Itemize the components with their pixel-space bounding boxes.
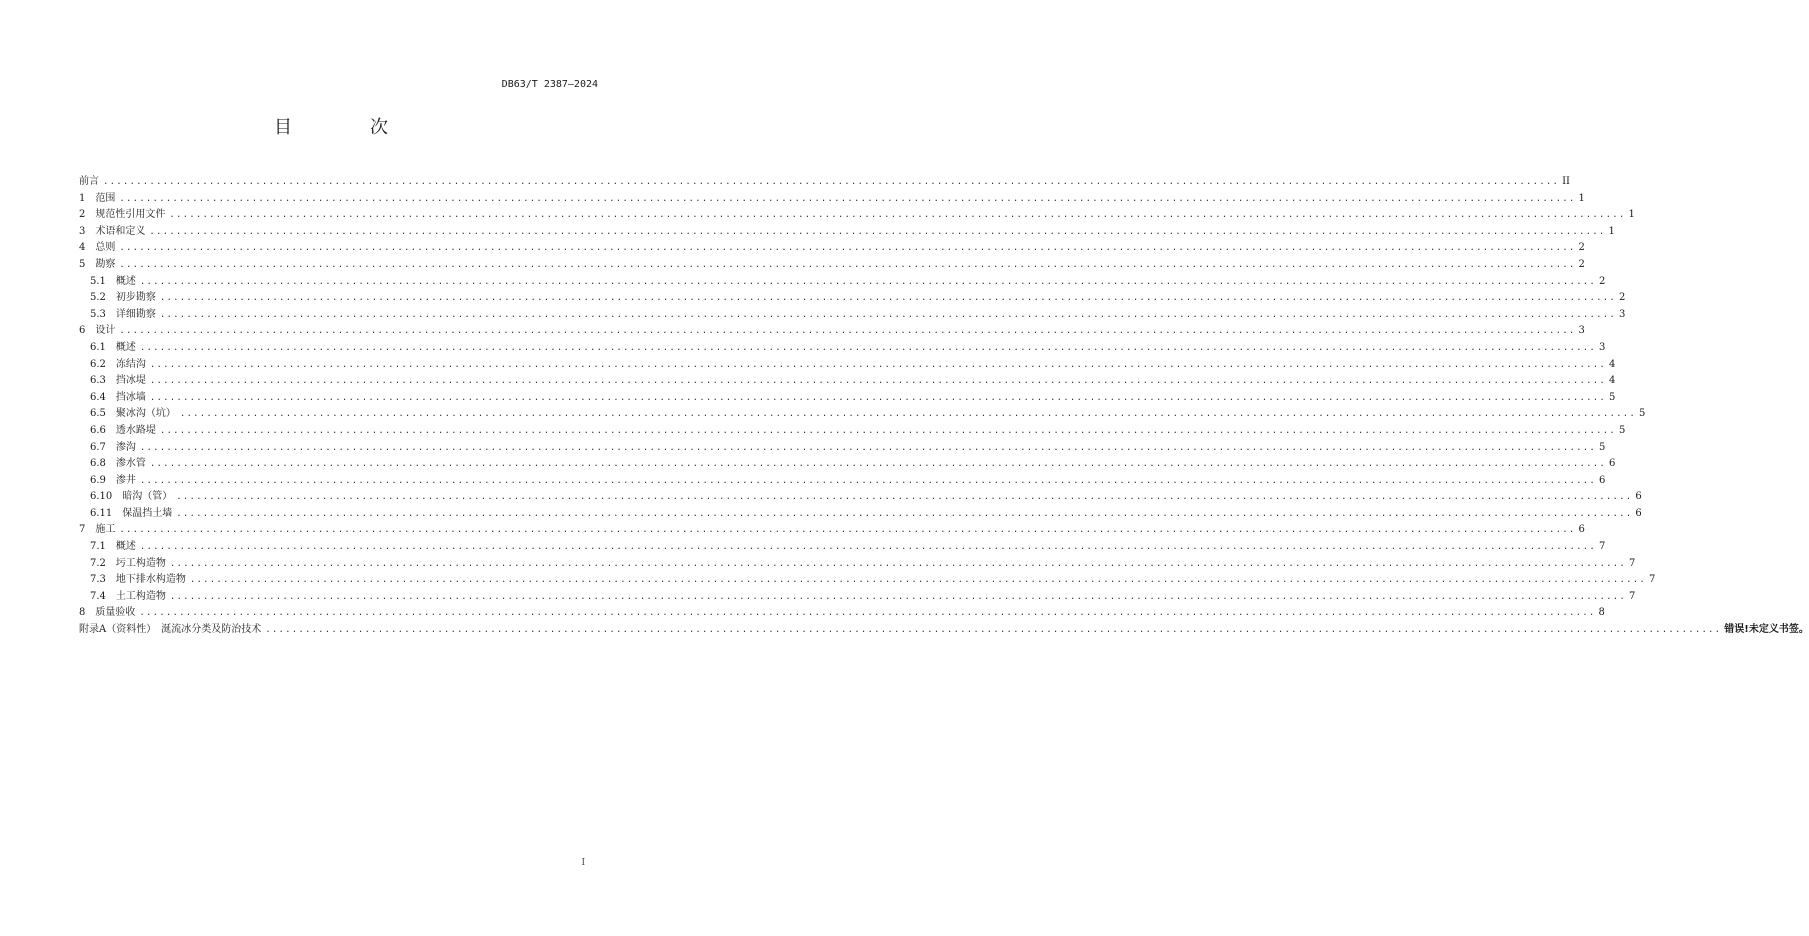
toc-entry-number: 3 <box>79 225 86 237</box>
toc-entry-label: 聚冰沟（坑） <box>115 408 176 420</box>
toc-leader-dots: ............................................................................................................................................................................................................................ <box>176 508 1633 519</box>
toc-leader-dots: ............................................................................................................................................................................................................................ <box>159 293 1616 304</box>
toc-entry-page: 5 <box>1638 408 1646 420</box>
toc-leader-dots: ............................................................................................................................................................................................................................ <box>139 442 1596 453</box>
toc-leader-dots: ............................................................................................................................................................................................................................ <box>159 425 1616 436</box>
document-id: DB63/T 2387—2024 <box>501 79 598 90</box>
toc-entry-page: 5 <box>1618 424 1626 436</box>
toc-entry[interactable] <box>79 390 1616 407</box>
toc-leader-dots: ............................................................................................................................................................................................................................ <box>265 625 1722 636</box>
toc-leader-dots: ............................................................................................................................................................................................................................ <box>176 492 1633 503</box>
toc-entry[interactable] <box>79 539 1606 556</box>
toc-entry-label: 规范性引用文件 <box>95 209 166 221</box>
toc-leader-dots: ............................................................................................................................................................................................................................ <box>119 243 1576 254</box>
toc-entry-label: 概述 <box>115 275 136 287</box>
toc-entry[interactable] <box>79 440 1606 457</box>
toc-entry-label: 保温挡土墙 <box>122 507 173 519</box>
toc-entry-page: 3 <box>1618 308 1626 320</box>
toc-leader-dots: ............................................................................................................................................................................................................................ <box>179 409 1636 420</box>
toc-leader-dots: ............................................................................................................................................................................................................................ <box>103 177 1560 187</box>
toc-leader-dots: ............................................................................................................................................................................................................................ <box>149 392 1606 403</box>
toc-entry-page: 1 <box>1628 209 1635 221</box>
toc-entry[interactable] <box>79 191 1585 208</box>
toc-entry[interactable] <box>79 224 1615 241</box>
toc-entry-page: 7 <box>1598 541 1606 553</box>
toc-entry-label: 前言 <box>79 176 99 187</box>
toc-entry-label: 设计 <box>95 325 116 337</box>
toc-entry-page: 6 <box>1598 474 1606 486</box>
toc-entry[interactable] <box>79 207 1635 224</box>
toc-leader-dots: ............................................................................................................................................................................................................................ <box>149 226 1606 237</box>
toc-entry[interactable] <box>79 622 1809 639</box>
toc-entry-number: 6.2 <box>90 358 106 370</box>
toc-entry-label: 概述 <box>115 341 136 353</box>
toc-leader-dots: ............................................................................................................................................................................................................................ <box>169 591 1626 602</box>
footer-page-number: I <box>581 858 585 868</box>
toc-leader-dots: ............................................................................................................................................................................................................................ <box>159 309 1616 320</box>
toc-entry-page: 8 <box>1598 607 1605 619</box>
toc-entry-number: 4 <box>79 242 86 254</box>
toc-entry-label: 土工构造物 <box>115 590 166 602</box>
toc-entry[interactable] <box>79 290 1626 307</box>
toc-entry[interactable] <box>79 506 1642 523</box>
toc-entry-number: 6.1 <box>90 341 106 353</box>
toc-leader-dots: ............................................................................................................................................................................................................................ <box>139 608 1596 619</box>
toc-entry-number: 1 <box>79 192 86 204</box>
toc-entry[interactable] <box>79 605 1605 622</box>
toc-entry-page: 7 <box>1648 574 1656 586</box>
toc-entry-number: 7.4 <box>90 590 106 602</box>
toc-leader-dots: ............................................................................................................................................................................................................................ <box>189 575 1646 586</box>
toc-entry[interactable] <box>79 323 1585 340</box>
toc-entry-number: 5.1 <box>90 275 106 287</box>
toc-entry[interactable] <box>79 572 1656 589</box>
toc-entry-label: 质量验收 <box>95 607 136 619</box>
toc-entry-number: 7.3 <box>90 574 106 586</box>
toc-leader-dots: ............................................................................................................................................................................................................................ <box>119 193 1576 204</box>
toc-entry-number: 6.4 <box>90 391 106 403</box>
toc-entry-number: 6 <box>79 325 86 337</box>
toc-entry-label: 渗沟 <box>115 441 136 453</box>
toc-entry-label: 挡冰堤 <box>115 375 146 387</box>
toc-entry[interactable] <box>79 489 1642 506</box>
toc-entry-label: 挡冰墙 <box>115 391 146 403</box>
toc-entry-page: 2 <box>1578 242 1585 254</box>
toc-entry-page: II <box>1562 176 1570 187</box>
toc-entry-page: 6 <box>1608 458 1616 470</box>
toc-entry-label: 概述 <box>115 541 136 553</box>
toc-entry-number: 6.10 <box>90 491 113 503</box>
toc-entry-page: 6 <box>1578 524 1585 536</box>
toc-entry-number: 2 <box>79 209 86 221</box>
toc-entry[interactable] <box>79 174 1570 191</box>
toc-entry-page: 4 <box>1608 358 1616 370</box>
toc-entry-label: 暗沟（管） <box>122 491 173 503</box>
toc-leader-dots: ............................................................................................................................................................................................................................ <box>139 542 1596 553</box>
toc-leader-dots: ............................................................................................................................................................................................................................ <box>119 259 1576 270</box>
toc-entry[interactable] <box>79 307 1626 324</box>
toc-entry-page: 3 <box>1598 341 1606 353</box>
toc-entry-label: 术语和定义 <box>95 225 146 237</box>
toc-entry[interactable] <box>79 473 1606 490</box>
toc-leader-dots: ............................................................................................................................................................................................................................ <box>119 326 1576 337</box>
toc-entry-number: 6.8 <box>90 458 106 470</box>
toc-leader-dots: ............................................................................................................................................................................................................................ <box>169 210 1626 221</box>
toc-entry-number: 6.7 <box>90 441 106 453</box>
toc-entry-page: 3 <box>1578 325 1585 337</box>
page-title: 目 次 <box>274 117 418 138</box>
toc-entry-number: 6.11 <box>90 507 113 519</box>
toc-leader-dots: ............................................................................................................................................................................................................................ <box>139 342 1596 353</box>
toc-entry-page: 4 <box>1608 375 1616 387</box>
toc-entry[interactable] <box>79 589 1636 606</box>
toc-entry-label: 勘察 <box>95 258 116 270</box>
toc-entry-page: 6 <box>1635 491 1642 503</box>
toc-leader-dots: ............................................................................................................................................................................................................................ <box>139 475 1596 486</box>
toc-entry-label: 冻结沟 <box>115 358 146 370</box>
toc-entry-number: 7.1 <box>90 541 106 553</box>
toc-entry[interactable] <box>79 357 1616 374</box>
toc-entry-number: 6.9 <box>90 474 106 486</box>
toc-entry-number: 5.3 <box>90 308 106 320</box>
toc-entry-page: 7 <box>1628 590 1636 602</box>
toc-entry-page: 6 <box>1635 507 1642 519</box>
toc-entry-page: 7 <box>1628 557 1636 569</box>
toc-entry-page: 错误!未定义书签。 <box>1724 624 1809 636</box>
toc-entry[interactable] <box>79 274 1606 291</box>
toc-entry-number: 7.2 <box>90 557 106 569</box>
toc-entry[interactable] <box>79 257 1585 274</box>
toc-entry[interactable] <box>79 340 1606 357</box>
toc-entry-label: 渗井 <box>115 474 136 486</box>
toc-entry-page: 2 <box>1618 292 1626 304</box>
toc-entry[interactable] <box>79 522 1585 539</box>
table-of-contents <box>79 174 1809 639</box>
toc-entry-label: 详细勘察 <box>115 308 156 320</box>
toc-leader-dots: ............................................................................................................................................................................................................................ <box>169 558 1626 569</box>
toc-entry-label: 初步勘察 <box>115 292 156 304</box>
toc-entry[interactable] <box>79 240 1585 257</box>
toc-entry-label: 范围 <box>95 192 116 204</box>
toc-entry-page: 5 <box>1608 391 1616 403</box>
toc-leader-dots: ............................................................................................................................................................................................................................ <box>119 525 1576 536</box>
toc-entry[interactable] <box>79 406 1646 423</box>
toc-entry-label: 施工 <box>95 524 116 536</box>
toc-entry-label: 透水路堤 <box>115 424 156 436</box>
toc-leader-dots: ............................................................................................................................................................................................................................ <box>149 376 1606 387</box>
toc-entry[interactable] <box>79 456 1616 473</box>
toc-entry-label: 圬工构造物 <box>115 557 166 569</box>
toc-entry[interactable] <box>79 556 1636 573</box>
toc-entry-number: 6.5 <box>90 408 106 420</box>
toc-entry[interactable] <box>79 423 1626 440</box>
toc-entry-page: 1 <box>1608 225 1615 237</box>
toc-entry-label: 附录A（资料性） 涎流冰分类及防治技术 <box>79 624 262 636</box>
toc-entry-page: 2 <box>1598 275 1606 287</box>
toc-entry-label: 总则 <box>95 242 116 254</box>
toc-entry-label: 地下排水构造物 <box>115 574 186 586</box>
toc-entry-page: 5 <box>1598 441 1606 453</box>
toc-entry-number: 7 <box>79 524 86 536</box>
toc-entry-number: 6.3 <box>90 375 106 387</box>
toc-entry-number: 5 <box>79 258 86 270</box>
toc-leader-dots: ............................................................................................................................................................................................................................ <box>149 359 1606 370</box>
toc-entry-page: 2 <box>1578 258 1585 270</box>
toc-entry-page: 1 <box>1578 192 1585 204</box>
toc-leader-dots: ............................................................................................................................................................................................................................ <box>149 459 1606 470</box>
toc-entry-label: 渗水管 <box>115 458 146 470</box>
toc-entry[interactable] <box>79 373 1616 390</box>
toc-entry-number: 8 <box>79 607 86 619</box>
toc-entry-number: 6.6 <box>90 424 106 436</box>
toc-entry-number: 5.2 <box>90 292 106 304</box>
toc-leader-dots: ............................................................................................................................................................................................................................ <box>139 276 1596 287</box>
